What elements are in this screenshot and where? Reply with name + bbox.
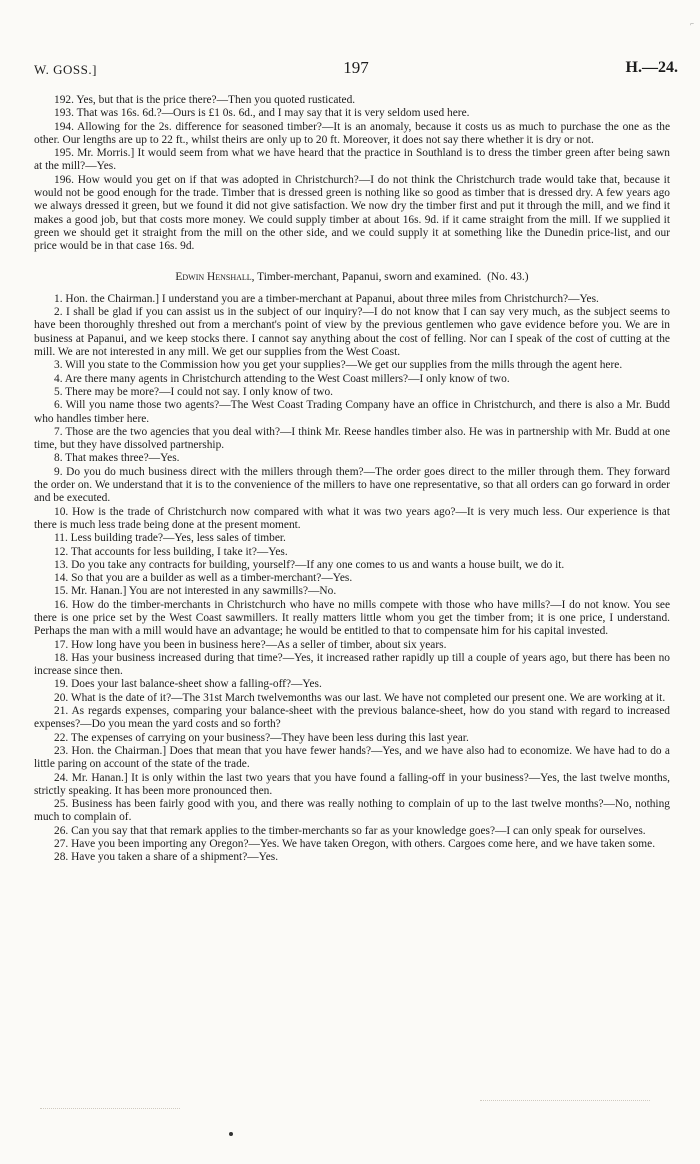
- question-paragraph: 8. That makes three?—Yes.: [54, 452, 180, 465]
- question-paragraph: 7. Those are the two agencies that you deal with?—I think Mr. Reese handles timber also. He was in partnership with Mr. Budd at one time, but they have dissolved partnership.: [34, 425, 670, 452]
- page-number: 197: [343, 58, 369, 77]
- faint-mark: [40, 1108, 180, 1109]
- question-paragraph: 192. Yes, but that is the price there?—Then you quoted rusticated.: [54, 94, 356, 106]
- question-paragraph: 195. Mr. Morris.] It would seem from what we have heard that the practice in Southland is to dress the timber green after being sawn at the mill?—Yes.: [34, 147, 670, 173]
- question-paragraph: 27. Have you been importing any Oregon?—Yes. We have taken Oregon, with others. Cargoes come here, and we have taken some.: [54, 838, 656, 851]
- faint-mark: [480, 1100, 650, 1101]
- question-paragraph: 17. How long have you been in business here?—As a seller of timber, about six years.: [54, 638, 447, 651]
- question-paragraph: 18. Has your business increased during that time?—Yes, it increased rather rapidly up till a couple of years ago, but there has been no increase since then.: [34, 651, 670, 678]
- question-paragraph: 20. What is the date of it?—The 31st March twelvemonths was our last. We have not completed our present one. We are working at it.: [54, 691, 666, 704]
- question-paragraph: 1. Hon. the Chairman.] I understand you are a timber-merchant at Papanui, about three miles from Christchurch?—Yes.: [54, 292, 599, 305]
- question-paragraph: 9. Do you do much business direct with the millers through them?—The order goes direct to the miller through them. They forward the order on. We understand that it is to the convenience of the millers to have one representative, so that all orders can go forward in order and be executed.: [34, 465, 670, 505]
- question-paragraph: 28. Have you taken a share of a shipment?—Yes.: [54, 851, 279, 864]
- question-paragraph: 10. How is the trade of Christchurch now compared with what it was two years ago?—It is very much less. Our experience is that there is much less trade being done at the present moment.: [34, 505, 670, 531]
- witness-number: (No. 43.): [487, 270, 529, 283]
- question-paragraph: 16. How do the timber-merchants in Christchurch who have no mills compete with those who have mills?—I do not know. You see there is one price set by the West Coast sawmillers. It really matters little whom you get the timber from; it is one price, I understand. Perhaps the man with a mill would have an advantage; he would be entitled to that to compensate him for his capital invested.: [34, 598, 670, 638]
- question-paragraph: 3. Will you state to the Commission how you get your supplies?—We get our supplies from the mills through the agent here.: [54, 359, 623, 372]
- question-paragraph: 21. As regards expenses, comparing your balance-sheet with the previous balance-sheet, how do you stand with regard to increased expenses?—Do you mean the yard costs and so forth?: [34, 705, 670, 731]
- header-right: H.—24.: [625, 59, 678, 76]
- question-paragraph: 6. Will you name those two agents?—The West Coast Trading Company have an office in Christchurch, and there is also a Mr. Budd who handles timber here.: [34, 399, 670, 425]
- question-paragraph: 22. The expenses of carrying on your business?—They have been less during this last year.: [54, 731, 469, 744]
- question-paragraph: 26. Can you say that that remark applies to the timber-merchants so far as your knowledge goes?—I can only speak for ourselves.: [54, 824, 646, 837]
- witness-name: Edwin Henshall: [175, 270, 252, 283]
- question-paragraph: 19. Does your last balance-sheet show a falling-off?—Yes.: [54, 678, 322, 691]
- question-paragraph: 13. Do you take any contracts for building, yourself?—If any one comes to us and wants a house built, we do it.: [54, 558, 565, 571]
- question-paragraph: 23. Hon. the Chairman.] Does that mean that you have fewer hands?—Yes, and we have also had to economize. We have had to do a little paring on account of the state of the trade.: [34, 744, 670, 771]
- question-paragraph: 14. So that you are a builder as well as a timber-merchant?—Yes.: [54, 572, 353, 585]
- header-left: W. GOSS.]: [34, 62, 97, 77]
- question-paragraph: 11. Less building trade?—Yes, less sales of timber.: [54, 532, 286, 545]
- edge-mark: ⌐: [690, 20, 694, 28]
- question-paragraph: 25. Business has been fairly good with you, and there was really nothing to complain of up to the last twelve months?—No, nothing much to complain of.: [34, 798, 670, 824]
- question-paragraph: 12. That accounts for less building, I take it?—Yes.: [54, 545, 288, 558]
- paragraphs-before: [34, 94, 670, 254]
- question-paragraph: 196. How would you get on if that was adopted in Christchurch?—I do not think the Christchurch trade would take that, because it would not be good enough for the trade. Timber that is dressed green is nothing like so good as timber that is dressed dry. A few years ago we always dressed it green, but we found it did not give satisfaction. We now dry the timber first and put it through the mill, and we find it makes a good job, but that costs more money. We could supply timber at about 16s. 9d. if it came straight from the mill. If we supplied it green we should get it straight from the mill on the other side, and we could supply it at something like the Dunedin price-list, and our price would be in that case 16s. 9d.: [34, 173, 670, 253]
- paragraphs-after: [34, 293, 670, 865]
- question-paragraph: 15. Mr. Hanan.] You are not interested in any sawmills?—No.: [54, 585, 337, 598]
- question-paragraph: 5. There may be more?—I could not say. I only know of two.: [54, 385, 334, 398]
- question-paragraph: 194. Allowing for the 2s. difference for seasoned timber?—It is an anomaly, because it costs us as much to purchase the one as the other. Our lengths are up to 22 ft., whilst theirs are only up to 20 ft. Moreover, it does not say there whether it is dry or not.: [34, 120, 670, 146]
- question-paragraph: 2. I shall be glad if you can assist us in the subject of our inquiry?—I do not know that I can say very much, as the subject seems to have been thoroughly threshed out from a merchant's point of view by the previous gentlemen who gave evidence before you. We are in business at Papanui, and we keep stocks there. I cannot say anything about the cost of felling. Nor can I speak of the cost of cutting at the mill. We are not interested in any mill. We get our supplies from the West Coast.: [34, 306, 670, 359]
- document-body: [34, 94, 670, 865]
- question-paragraph: 4. Are there many agents in Christchurch attending to the West Coast millers?—I only know of two.: [54, 372, 510, 385]
- footer-dot: [229, 1132, 233, 1136]
- page-header: [34, 58, 678, 80]
- witness-description: , Timber-merchant, Papanui, sworn and examined.: [251, 270, 482, 283]
- witness-heading: [34, 271, 670, 284]
- question-paragraph: 193. That was 16s. 6d.?—Ours is £1 0s. 6d., and I may say that it is very seldom used here.: [54, 107, 470, 120]
- question-paragraph: 24. Mr. Hanan.] It is only within the last two years that you have found a falling-off in your business?—Yes, the last twelve months, strictly speaking. It has been more pronounced then.: [34, 771, 670, 797]
